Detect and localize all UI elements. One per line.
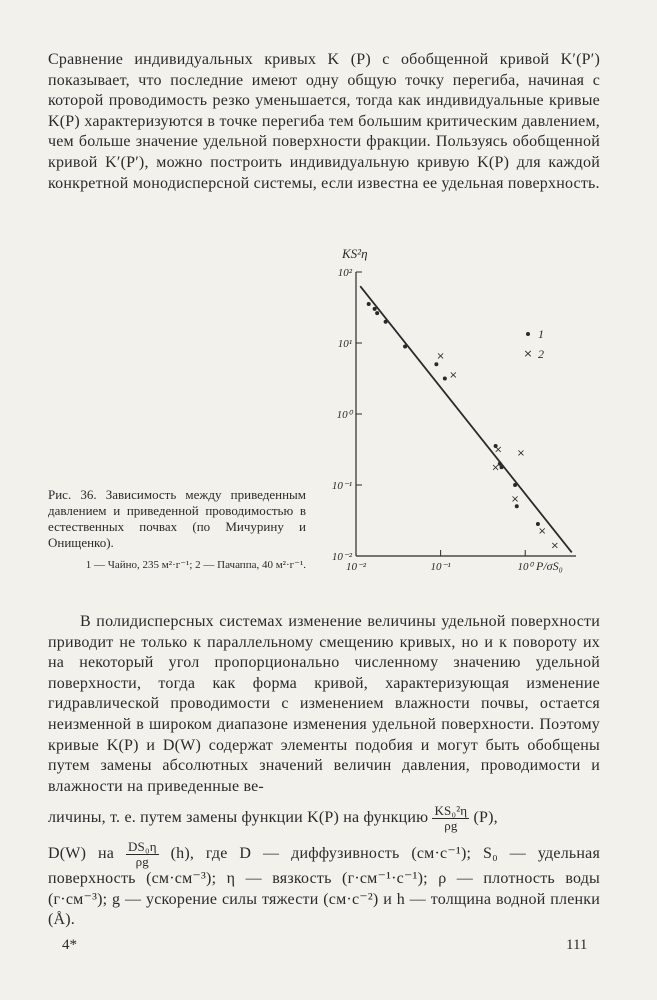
caption-text: Рис. 36. Зависимость между приведенным давлением и приведенной проводимостью в естественных почвах (по Мичурину и Онищенко). (48, 487, 306, 550)
y-axis-label: KS²η (342, 246, 368, 261)
series-2-point: × (491, 462, 500, 474)
paragraph-1: Сравнение индивидуальных кривых K (P) с обобщенной кривой K′(P′) показывает, что последние имеют одну общую точку перегиба, начиная с которой проводимость резко уменьшается, тогда как индивидуальные кривые K(P) характеризуются в точке перегиба тем большим критическим давлением, чем больше значение удельной поверхности фракции. Пользуясь обобщенной кривой K′(P′), можно построить индивидуальную кривую K(P) для каждой конкретной монодисперсной системы, если известна ее удельная поверхность. (48, 51, 600, 192)
legend-label-2: 2 (538, 347, 544, 361)
series-2-point: × (550, 540, 560, 552)
paragraph-2-definitions (48, 840, 600, 931)
series-1-point (434, 362, 438, 366)
definitions-prefix: D(W) на (48, 845, 115, 863)
data-points (367, 302, 559, 551)
y-tick-label: 10¹ (337, 338, 352, 350)
page-number: 111 (566, 937, 588, 953)
y-tick-label: 10⁻¹ (331, 480, 352, 492)
x-tick-label: 10⁻² (345, 561, 367, 573)
series-1-point (500, 465, 504, 469)
fraction-d (126, 840, 159, 869)
x-tick-label: 10⁰ (517, 561, 533, 573)
fraction-d-numerator: DS₀η (127, 839, 157, 854)
series-2-point: × (510, 494, 520, 506)
paragraph-2: В полидисперсных системах изменение величины удельной поверхности приводит не только к параллельному смещению кривых, но и к повороту их на некоторый угол пропорционально численному значению удельной поверхности, тогда как форма кривой, характеризующая изменение гидравлической проводимости с изменением влажности почвы, остается неизменной в широком диапазоне изменения удельной поверхности. Поэтому кривые K(P) и D(W) содержат элементы подобия и могут быть обобщены путем замены абсолютных значений величин давления, проводимости и влажности на приведенные ве- (48, 613, 600, 795)
fraction-k-denominator: ρg (444, 818, 458, 833)
y-tick-label: 10⁻² (331, 551, 352, 563)
legend-label-1: 1 (538, 327, 544, 341)
series-2-point: × (493, 444, 503, 456)
definitions-suffix: (h), где D — диффузивность (см·с⁻¹); S₀ — удельная поверхность (см·см⁻³); η — вязкость (г·см⁻¹·с⁻¹); ρ — плотность воды (г·см⁻³); g — ускорение силы тяжести (см·с⁻²) и h — толщина водной пленки (Å). (48, 845, 601, 929)
series-1-point (443, 377, 447, 381)
x-axis-label: P/σS₀ (536, 559, 563, 573)
series-1-point (367, 302, 371, 306)
series-2-point: × (449, 369, 458, 381)
fraction-d-denominator: ρg (135, 854, 150, 869)
series-2-point: × (537, 526, 547, 538)
fraction-k (432, 804, 469, 833)
legend-cross-marker: × (523, 347, 533, 360)
chart-labels (341, 246, 563, 573)
y-tick-label: 10⁰ (336, 409, 352, 421)
series-2-point: × (436, 350, 445, 362)
formula-prefix: личины, т. е. путем замены функции K(P) на функцию (48, 809, 429, 827)
fraction-k-numerator: KS₀²η (434, 803, 468, 818)
y-tick-label: 10² (337, 267, 352, 279)
figure-caption (48, 487, 306, 573)
series-1-point (375, 311, 379, 315)
series-1-point (384, 320, 388, 324)
series-1-point (403, 345, 407, 349)
series-1-point (513, 483, 517, 487)
x-tick-label: 10⁻¹ (430, 561, 451, 573)
legend-dot-marker (526, 332, 530, 336)
series-1-point (373, 307, 377, 311)
log-log-chart (318, 238, 594, 578)
caption-legend: 1 — Чайно, 235 м²·г⁻¹; 2 — Пачаппа, 40 м²·г⁻¹. (85, 559, 306, 571)
paragraph-2-formula-line (48, 804, 600, 833)
formula-suffix: (P), (473, 809, 498, 827)
chart-ticks (332, 267, 535, 573)
series-2-point: × (516, 448, 526, 460)
chart-axes (356, 272, 576, 556)
signature-mark: 4* (62, 937, 77, 953)
